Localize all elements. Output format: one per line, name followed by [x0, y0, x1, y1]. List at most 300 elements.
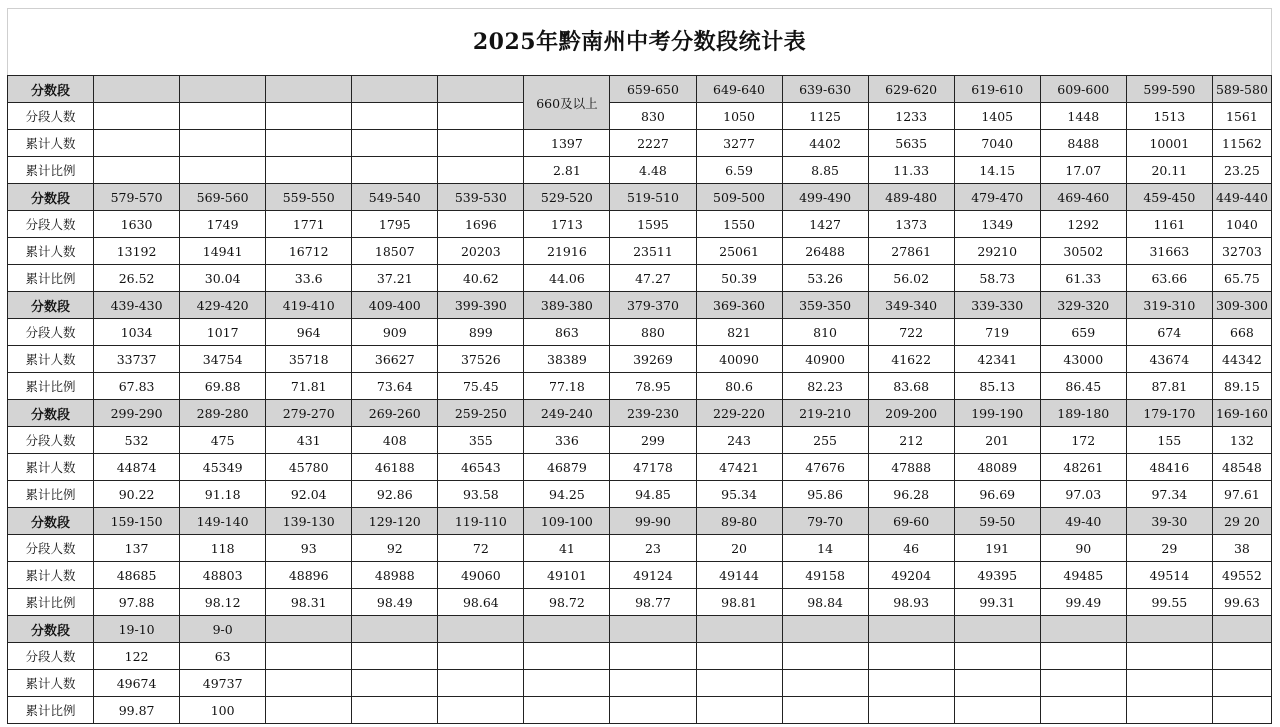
page-title: 2025年黔南州中考分数段统计表	[472, 29, 807, 55]
table-cell: 49204	[868, 562, 954, 589]
table-cell: 5635	[868, 130, 954, 157]
row-label: 分数段	[8, 616, 94, 643]
table-cell: 219-210	[782, 400, 868, 427]
row-label: 累计比例	[8, 481, 94, 508]
table-cell: 23511	[610, 238, 696, 265]
table-cell	[782, 670, 868, 697]
table-cell: 44342	[1212, 346, 1271, 373]
table-cell: 30502	[1040, 238, 1126, 265]
row-label: 分段人数	[8, 535, 94, 562]
range-row	[8, 508, 1272, 535]
table-cell: 122	[94, 643, 180, 670]
table-cell: 1427	[782, 211, 868, 238]
table-cell: 1795	[352, 211, 438, 238]
table-cell: 49674	[94, 670, 180, 697]
table-cell: 659-650	[610, 76, 696, 103]
table-cell: 355	[438, 427, 524, 454]
table-cell: 1040	[1212, 211, 1271, 238]
table-cell: 639-630	[782, 76, 868, 103]
table-cell: 119-110	[438, 508, 524, 535]
table-cell: 65.75	[1212, 265, 1271, 292]
table-cell: 49144	[696, 562, 782, 589]
table-cell: 99.55	[1126, 589, 1212, 616]
table-cell	[868, 616, 954, 643]
table-cell: 98.49	[352, 589, 438, 616]
table-cell: 40900	[782, 346, 868, 373]
table-cell: 629-620	[868, 76, 954, 103]
table-cell: 34754	[180, 346, 266, 373]
table-cell	[438, 643, 524, 670]
table-cell: 489-480	[868, 184, 954, 211]
table-cell	[610, 670, 696, 697]
table-cell: 11562	[1212, 130, 1271, 157]
row-label: 分段人数	[8, 427, 94, 454]
table-cell: 1561	[1212, 103, 1271, 130]
table-cell: 155	[1126, 427, 1212, 454]
table-cell: 99.49	[1040, 589, 1126, 616]
table-cell: 674	[1126, 319, 1212, 346]
table-cell: 1513	[1126, 103, 1212, 130]
table-cell: 909	[352, 319, 438, 346]
table-cell: 201	[954, 427, 1040, 454]
table-cell: 67.83	[94, 373, 180, 400]
table-cell: 92	[352, 535, 438, 562]
ratio-row	[8, 265, 1272, 292]
table-cell	[524, 670, 610, 697]
table-cell: 98.64	[438, 589, 524, 616]
table-cell: 239-230	[610, 400, 696, 427]
table-cell: 1034	[94, 319, 180, 346]
table-cell: 47421	[696, 454, 782, 481]
row-label: 累计人数	[8, 346, 94, 373]
table-cell: 172	[1040, 427, 1126, 454]
row-label: 累计比例	[8, 373, 94, 400]
row-label: 分段人数	[8, 211, 94, 238]
table-cell: 95.34	[696, 481, 782, 508]
table-cell: 42341	[954, 346, 1040, 373]
table-cell: 48261	[1040, 454, 1126, 481]
cumulative-row	[8, 238, 1272, 265]
table-cell: 26488	[782, 238, 868, 265]
table-cell: 98.77	[610, 589, 696, 616]
ratio-row	[8, 589, 1272, 616]
table-cell	[438, 130, 524, 157]
table-cell: 559-550	[266, 184, 352, 211]
table-cell: 14	[782, 535, 868, 562]
table-cell: 95.86	[782, 481, 868, 508]
table-cell: 43674	[1126, 346, 1212, 373]
table-cell: 14941	[180, 238, 266, 265]
table-cell: 20203	[438, 238, 524, 265]
row-label: 分数段	[8, 508, 94, 535]
table-cell: 48416	[1126, 454, 1212, 481]
table-cell: 44.06	[524, 265, 610, 292]
table-cell: 408	[352, 427, 438, 454]
table-cell: 549-540	[352, 184, 438, 211]
cumulative-row	[8, 130, 1272, 157]
table-cell: 821	[696, 319, 782, 346]
table-cell: 14.15	[954, 157, 1040, 184]
table-cell	[266, 130, 352, 157]
count-row	[8, 643, 1272, 670]
row-label: 累计人数	[8, 238, 94, 265]
table-cell: 619-610	[954, 76, 1040, 103]
table-cell	[266, 643, 352, 670]
count-row	[8, 103, 1272, 130]
table-cell: 10001	[1126, 130, 1212, 157]
table-cell: 99-90	[610, 508, 696, 535]
table-cell: 49395	[954, 562, 1040, 589]
table-cell: 349-340	[868, 292, 954, 319]
table-cell: 863	[524, 319, 610, 346]
table-cell: 359-350	[782, 292, 868, 319]
table-cell: 137	[94, 535, 180, 562]
table-cell	[352, 643, 438, 670]
table-cell: 29 20	[1212, 508, 1271, 535]
table-cell: 431	[266, 427, 352, 454]
table-cell: 90	[1040, 535, 1126, 562]
table-cell: 49514	[1126, 562, 1212, 589]
table-cell	[438, 697, 524, 724]
row-label: 分数段	[8, 76, 94, 103]
table-cell	[954, 697, 1040, 724]
table-cell: 45349	[180, 454, 266, 481]
table-cell	[266, 76, 352, 103]
table-cell	[524, 697, 610, 724]
score-distribution-table	[7, 75, 1272, 724]
table-cell: 389-380	[524, 292, 610, 319]
table-cell: 810	[782, 319, 868, 346]
row-label: 分段人数	[8, 643, 94, 670]
table-cell: 1630	[94, 211, 180, 238]
table-cell: 118	[180, 535, 266, 562]
table-cell: 94.25	[524, 481, 610, 508]
table-cell	[610, 697, 696, 724]
cumulative-row	[8, 562, 1272, 589]
table-cell	[782, 697, 868, 724]
table-cell: 8488	[1040, 130, 1126, 157]
table-cell: 23.25	[1212, 157, 1271, 184]
table-cell: 92.04	[266, 481, 352, 508]
table-cell	[352, 130, 438, 157]
table-cell: 319-310	[1126, 292, 1212, 319]
table-cell: 69.88	[180, 373, 266, 400]
table-cell: 719	[954, 319, 1040, 346]
table-cell: 1292	[1040, 211, 1126, 238]
table-cell: 579-570	[94, 184, 180, 211]
table-cell	[1126, 697, 1212, 724]
table-cell: 92.86	[352, 481, 438, 508]
table-cell: 459-450	[1126, 184, 1212, 211]
table-cell	[868, 697, 954, 724]
table-cell: 31663	[1126, 238, 1212, 265]
table-cell	[266, 157, 352, 184]
table-cell: 309-300	[1212, 292, 1271, 319]
table-cell	[782, 643, 868, 670]
table-cell	[954, 643, 1040, 670]
table-cell: 56.02	[868, 265, 954, 292]
table-cell: 63	[180, 643, 266, 670]
table-cell: 339-330	[954, 292, 1040, 319]
table-cell: 47178	[610, 454, 696, 481]
ratio-row	[8, 697, 1272, 724]
table-cell: 83.68	[868, 373, 954, 400]
table-cell: 649-640	[696, 76, 782, 103]
table-cell: 1349	[954, 211, 1040, 238]
table-cell: 21916	[524, 238, 610, 265]
table-cell: 429-420	[180, 292, 266, 319]
table-cell: 8.85	[782, 157, 868, 184]
table-cell: 589-580	[1212, 76, 1271, 103]
table-cell: 82.23	[782, 373, 868, 400]
table-cell	[352, 157, 438, 184]
table-cell: 96.69	[954, 481, 1040, 508]
table-cell: 1405	[954, 103, 1040, 130]
table-cell: 23	[610, 535, 696, 562]
table-cell: 89.15	[1212, 373, 1271, 400]
table-cell: 97.61	[1212, 481, 1271, 508]
table-cell	[1126, 616, 1212, 643]
table-cell: 4.48	[610, 157, 696, 184]
table-cell	[180, 157, 266, 184]
table-cell: 87.81	[1126, 373, 1212, 400]
table-cell: 1373	[868, 211, 954, 238]
table-cell: 409-400	[352, 292, 438, 319]
table-cell: 33.6	[266, 265, 352, 292]
table-cell: 519-510	[610, 184, 696, 211]
table-cell: 49485	[1040, 562, 1126, 589]
table-cell: 41622	[868, 346, 954, 373]
table-cell	[1212, 643, 1271, 670]
table-cell	[352, 697, 438, 724]
table-cell: 3277	[696, 130, 782, 157]
table-cell: 86.45	[1040, 373, 1126, 400]
table-cell: 71.81	[266, 373, 352, 400]
table-cell: 98.93	[868, 589, 954, 616]
table-cell: 255	[782, 427, 868, 454]
table-cell: 11.33	[868, 157, 954, 184]
row-label: 累计人数	[8, 130, 94, 157]
table-cell: 48896	[266, 562, 352, 589]
count-row	[8, 427, 1272, 454]
table-cell: 529-520	[524, 184, 610, 211]
count-row	[8, 211, 1272, 238]
table-cell: 37.21	[352, 265, 438, 292]
table-cell: 39269	[610, 346, 696, 373]
cumulative-row	[8, 670, 1272, 697]
table-cell: 90.22	[94, 481, 180, 508]
table-cell: 69-60	[868, 508, 954, 535]
table-cell	[438, 670, 524, 697]
table-cell: 100	[180, 697, 266, 724]
table-cell: 880	[610, 319, 696, 346]
table-cell: 19-10	[94, 616, 180, 643]
table-cell: 830	[610, 103, 696, 130]
table-cell: 449-440	[1212, 184, 1271, 211]
row-label: 分段人数	[8, 319, 94, 346]
title-box	[7, 8, 1272, 75]
table-cell: 659	[1040, 319, 1126, 346]
table-cell: 49158	[782, 562, 868, 589]
table-cell: 59-50	[954, 508, 1040, 535]
table-cell	[438, 103, 524, 130]
table-cell: 532	[94, 427, 180, 454]
row-label: 累计比例	[8, 157, 94, 184]
table-cell: 32703	[1212, 238, 1271, 265]
table-cell: 189-180	[1040, 400, 1126, 427]
table-cell	[180, 130, 266, 157]
table-cell: 1050	[696, 103, 782, 130]
table-cell: 40090	[696, 346, 782, 373]
table-cell: 129-120	[352, 508, 438, 535]
table-cell: 99.31	[954, 589, 1040, 616]
table-cell: 47.27	[610, 265, 696, 292]
table-cell: 18507	[352, 238, 438, 265]
table-cell: 4402	[782, 130, 868, 157]
table-cell	[438, 616, 524, 643]
table-cell: 99.87	[94, 697, 180, 724]
table-cell: 569-560	[180, 184, 266, 211]
table-cell	[1040, 697, 1126, 724]
table-cell: 98.72	[524, 589, 610, 616]
table-cell: 30.04	[180, 265, 266, 292]
table-cell: 539-530	[438, 184, 524, 211]
table-cell	[266, 697, 352, 724]
table-cell: 9-0	[180, 616, 266, 643]
table-cell: 1771	[266, 211, 352, 238]
table-cell: 77.18	[524, 373, 610, 400]
row-label: 累计比例	[8, 589, 94, 616]
table-cell: 61.33	[1040, 265, 1126, 292]
table-cell	[610, 643, 696, 670]
table-cell: 6.59	[696, 157, 782, 184]
table-cell: 36627	[352, 346, 438, 373]
table-cell: 29210	[954, 238, 1040, 265]
table-cell: 49-40	[1040, 508, 1126, 535]
table-cell: 259-250	[438, 400, 524, 427]
table-cell	[1040, 670, 1126, 697]
table-cell: 29	[1126, 535, 1212, 562]
table-cell: 249-240	[524, 400, 610, 427]
table-cell: 336	[524, 427, 610, 454]
ratio-row	[8, 157, 1272, 184]
table-cell: 97.88	[94, 589, 180, 616]
table-cell: 41	[524, 535, 610, 562]
table-cell	[266, 670, 352, 697]
table-cell: 46543	[438, 454, 524, 481]
table-cell: 509-500	[696, 184, 782, 211]
table-cell: 1161	[1126, 211, 1212, 238]
table-cell: 7040	[954, 130, 1040, 157]
table-cell: 96.28	[868, 481, 954, 508]
table-cell: 169-160	[1212, 400, 1271, 427]
table-cell: 17.07	[1040, 157, 1126, 184]
table-cell: 243	[696, 427, 782, 454]
table-cell: 35718	[266, 346, 352, 373]
table-cell: 98.31	[266, 589, 352, 616]
table-cell: 45780	[266, 454, 352, 481]
table-cell: 49552	[1212, 562, 1271, 589]
table-cell	[1040, 643, 1126, 670]
ratio-row	[8, 373, 1272, 400]
table-cell: 78.95	[610, 373, 696, 400]
row-label: 累计人数	[8, 670, 94, 697]
table-cell: 43000	[1040, 346, 1126, 373]
table-cell: 199-190	[954, 400, 1040, 427]
table-cell: 37526	[438, 346, 524, 373]
table-cell	[180, 103, 266, 130]
table-cell: 72	[438, 535, 524, 562]
table-cell: 49737	[180, 670, 266, 697]
table-cell: 49060	[438, 562, 524, 589]
table-cell: 47676	[782, 454, 868, 481]
table-cell: 475	[180, 427, 266, 454]
table-cell: 33737	[94, 346, 180, 373]
table-cell	[524, 616, 610, 643]
table-cell: 79-70	[782, 508, 868, 535]
table-cell: 179-170	[1126, 400, 1212, 427]
ratio-row	[8, 481, 1272, 508]
table-cell: 399-390	[438, 292, 524, 319]
table-cell	[1212, 616, 1271, 643]
table-cell: 46188	[352, 454, 438, 481]
table-cell: 48089	[954, 454, 1040, 481]
table-cell: 439-430	[94, 292, 180, 319]
row-label: 累计人数	[8, 562, 94, 589]
table-cell: 26.52	[94, 265, 180, 292]
table-cell: 53.26	[782, 265, 868, 292]
table-cell: 229-220	[696, 400, 782, 427]
table-cell	[954, 670, 1040, 697]
row-label: 累计比例	[8, 697, 94, 724]
cumulative-row	[8, 454, 1272, 481]
table-cell	[1212, 697, 1271, 724]
table-cell: 98.81	[696, 589, 782, 616]
table-cell	[954, 616, 1040, 643]
table-cell: 369-360	[696, 292, 782, 319]
table-cell: 2.81	[524, 157, 610, 184]
count-row	[8, 535, 1272, 562]
table-cell: 94.85	[610, 481, 696, 508]
table-cell	[352, 76, 438, 103]
table-cell: 419-410	[266, 292, 352, 319]
table-cell: 609-600	[1040, 76, 1126, 103]
table-cell: 91.18	[180, 481, 266, 508]
table-cell: 93	[266, 535, 352, 562]
table-cell: 47888	[868, 454, 954, 481]
table-cell: 139-130	[266, 508, 352, 535]
table-cell: 132	[1212, 427, 1271, 454]
table-cell: 212	[868, 427, 954, 454]
table-cell	[696, 670, 782, 697]
table-cell: 80.6	[696, 373, 782, 400]
table-cell: 379-370	[610, 292, 696, 319]
table-cell: 479-470	[954, 184, 1040, 211]
row-label: 分段人数	[8, 103, 94, 130]
table-cell	[782, 616, 868, 643]
range-row	[8, 184, 1272, 211]
table-cell: 99.63	[1212, 589, 1271, 616]
table-cell: 1595	[610, 211, 696, 238]
table-cell	[266, 103, 352, 130]
table-cell	[1126, 670, 1212, 697]
table-cell: 1017	[180, 319, 266, 346]
table-cell: 159-150	[94, 508, 180, 535]
table-cell	[696, 616, 782, 643]
table-cell: 1233	[868, 103, 954, 130]
table-cell: 299	[610, 427, 696, 454]
table-cell: 75.45	[438, 373, 524, 400]
